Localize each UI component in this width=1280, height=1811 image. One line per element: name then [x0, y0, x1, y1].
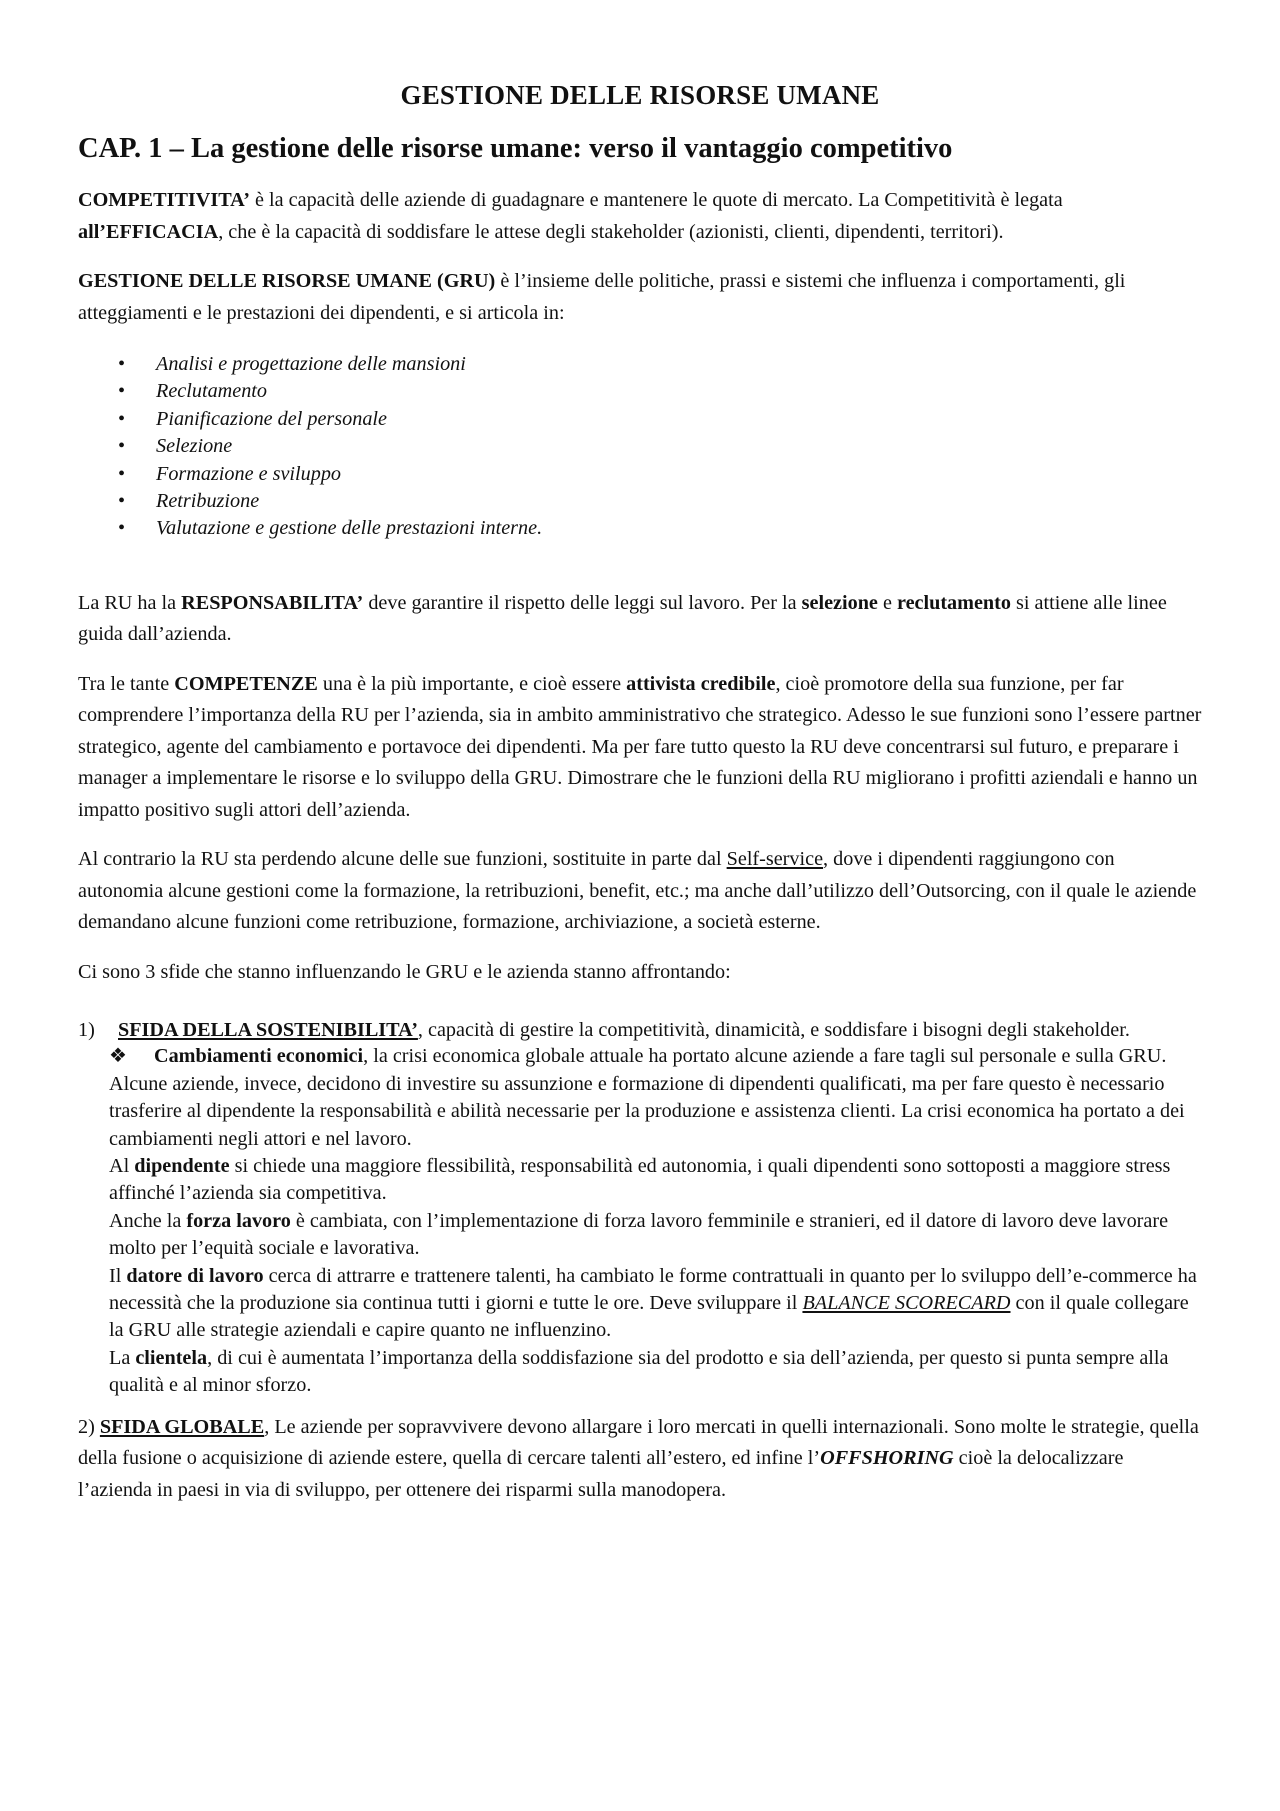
- term-competitivita: COMPETITIVITA’: [78, 189, 250, 211]
- paragraph-responsabilita: La RU ha la RESPONSABILITA’ deve garantire il rispetto delle leggi sul lavoro. Per la selezione e reclutamento si attiene alle linee guida dall’azienda.: [78, 591, 1167, 646]
- paragraph-self-service: Al contrario la RU sta perdendo alcune delle sue funzioni, sostituite in parte dal Self-service, dove i dipendenti raggiungono con autonomia alcune gestioni come la formazione, la retribuzioni, benefit, etc.; ma anche dall’utilizzo dell’Outsorcing, con il quale le aziende demandano alcune funzioni come retribuzione, formazione, archiviazione, a società esterne.: [78, 848, 1197, 934]
- diamond-bullet-icon: ❖: [109, 1045, 128, 1068]
- bullet-icon: •: [118, 490, 126, 513]
- list-item: • Reclutamento: [118, 378, 1202, 405]
- bullet-icon: •: [118, 435, 126, 458]
- term-efficacia: all’EFFICACIA: [78, 220, 219, 243]
- sfida-title: SFIDA DELLA SOSTENIBILITA’: [118, 1019, 418, 1042]
- sfida-details: ❖ Cambiamenti economici, la crisi economica globale attuale ha portato alcune aziende a fare tagli sul personale e sulla GRU. Alcune aziende, invece, decidono di investire su assunzione e formazione di dipendenti qualificati, ma per fare questo è necessario trasferire al dipendente la responsabilità e abilità necessarie per la produzione e assistenza clienti. La crisi economica ha portato a dei cambiamenti negli attori e nel lavoro. Al dipendente si chiede una maggiore flessibilità, responsabilità ed autonomia, i quali dipendenti sono sottoposti a maggiore stress affinché l’azienda sia competitiva. Anche la forza lavoro è cambiata, con l’implementazione di forza lavoro femminile e stranieri, ed il datore di lavoro deve lavorare molto per l’equità sociale e lavorativa. Il datore di lavoro cerca di attrarre e trattenere talenti, ha cambiato le forme contrattuali in quanto per lo sviluppo dell’e-commerce ha necessità che la produzione sia continua tutti i giorni e tutte le ore. Deve sviluppare il BALANCE SCORECARD con il quale collegare la GRU alle strategie aziendali e capire quanto ne influenzino. La clientela, di cui è aumentata l’importanza della soddisfazione sia del prodotto e sia dell’azienda, per questo si punta sempre alla qualità e al minor sforzo.: [109, 1045, 1197, 1397]
- bullet-icon: •: [118, 462, 126, 485]
- list-item: • Retribuzione: [118, 488, 1202, 515]
- sfida-title: SFIDA GLOBALE: [99, 1415, 265, 1438]
- offshoring-term: OFFSHORING: [820, 1447, 954, 1470]
- sfida-globale: 2) SFIDA GLOBALE, Le aziende per sopravvivere devono allargare i loro mercati in quelli internazionali. Sono molte le strategie, quella della fusione o acquisizione di aziende estere, quella di cercare talenti all’estero, ed infine l’OFFSHORING cioè la delocalizzare l’azienda in paesi in via di sviluppo, per ottenere dei risparmi sulla manodopera.: [78, 1415, 1199, 1501]
- self-service-link: Self-service: [726, 848, 824, 871]
- bullet-icon: •: [118, 353, 126, 375]
- bullet-icon: •: [118, 380, 126, 403]
- term-gru: GESTIONE DELLE RISORSE UMANE (GRU): [78, 270, 496, 292]
- paragraph-sfide-intro: Ci sono 3 sfide che stanno influenzando le GRU e le azienda stanno affrontando:: [78, 960, 731, 983]
- bullet-icon: •: [118, 407, 126, 430]
- document-title: GESTIONE DELLE RISORSE UMANE: [400, 80, 880, 110]
- chapter-heading: CAP. 1 – La gestione delle risorse umane: verso il vantaggio competitivo: [78, 133, 953, 164]
- paragraph-gru: GESTIONE DELLE RISORSE UMANE (GRU) è l’insieme delle politiche, prassi e sistemi che influenza i comportamenti, gli atteggiamenti e le prestazioni dei dipendenti, e si articola in:: [78, 270, 1126, 324]
- list-item: • Formazione e sviluppo: [118, 461, 1202, 488]
- sfida-sostenibilita: 1) SFIDA DELLA SOSTENIBILITA’, capacità di gestire la competitività, dinamicità, e soddisfare i bisogni degli stakeholder. ❖ Cambiamenti economici, la crisi economica globale attuale ha portato alcune aziende a fare tagli sul personale e sulla GRU. Alcune aziende, invece, decidono di investire su assunzione e formazione di dipendenti qualificati, ma per fare questo è necessario trasferire al dipendente la responsabilità e abilità necessarie per la produzione e assistenza clienti. La crisi economica ha portato a dei cambiamenti negli attori e nel lavoro. Al dipendente si chiede una maggiore flessibilità, responsabilità ed autonomia, i quali dipendenti sono sottoposti a maggiore stress affinché l’azienda sia competitiva. Anche la forza lavoro è cambiata, con l’implementazione di forza lavoro femminile e stranieri, ed il datore di lavoro deve lavorare molto per l’equità sociale e lavorativa. Il datore di lavoro cerca di attrarre e trattenere talenti, ha cambiato le forme contrattuali in quanto per lo sviluppo dell’e-commerce ha necessità che la produzione sia continua tutti i giorni e tutte le ore. Deve sviluppare il BALANCE SCORECARD con il quale collegare la GRU alle strategie aziendali e capire quanto ne influenzino. La clientela, di cui è aumentata l’importanza della soddisfazione sia del prodotto e sia dell’azienda, per questo si punta sempre alla qualità e al minor sforzo.: [78, 1018, 1202, 1399]
- list-item: • Selezione: [118, 433, 1202, 460]
- paragraph-competenze: Tra le tante COMPETENZE una è la più importante, e cioè essere attivista credibile, cioè promotore della sua funzione, per far comprendere l’importanza della RU per l’azienda, sia in ambito amministrativo che strategico. Adesso le sue funzioni sono l’essere partner strategico, agente del cambiamento e portavoce dei dipendenti. Ma per fare tutto questo la RU deve concentrarsi sul futuro, e preparare i manager a implementare le risorse e lo sviluppo della GRU. Dimostrare che le funzioni della RU migliorano i profitti aziendali e hanno un impatto positivo sugli attori dell’azienda.: [78, 672, 1202, 821]
- list-item: • Analisi e progettazione delle mansioni: [118, 351, 1202, 378]
- list-item: • Valutazione e gestione delle prestazioni interne.: [118, 515, 1202, 542]
- list-item: • Pianificazione del personale: [118, 406, 1202, 433]
- paragraph-competitivita: COMPETITIVITA’ è la capacità delle aziende di guadagnare e mantenere le quote di mercato. La Competitività è legata all’EFFICACIA, che è la capacità di soddisfare le attese degli stakeholder (azionisti, clienti, dipendenti, territori).: [78, 189, 1063, 243]
- bullet-icon: •: [118, 517, 126, 540]
- sfida-number: 1): [78, 1019, 95, 1042]
- balance-scorecard-term: BALANCE SCORECARD: [802, 1292, 1011, 1314]
- mansioni-list: [78, 351, 1202, 543]
